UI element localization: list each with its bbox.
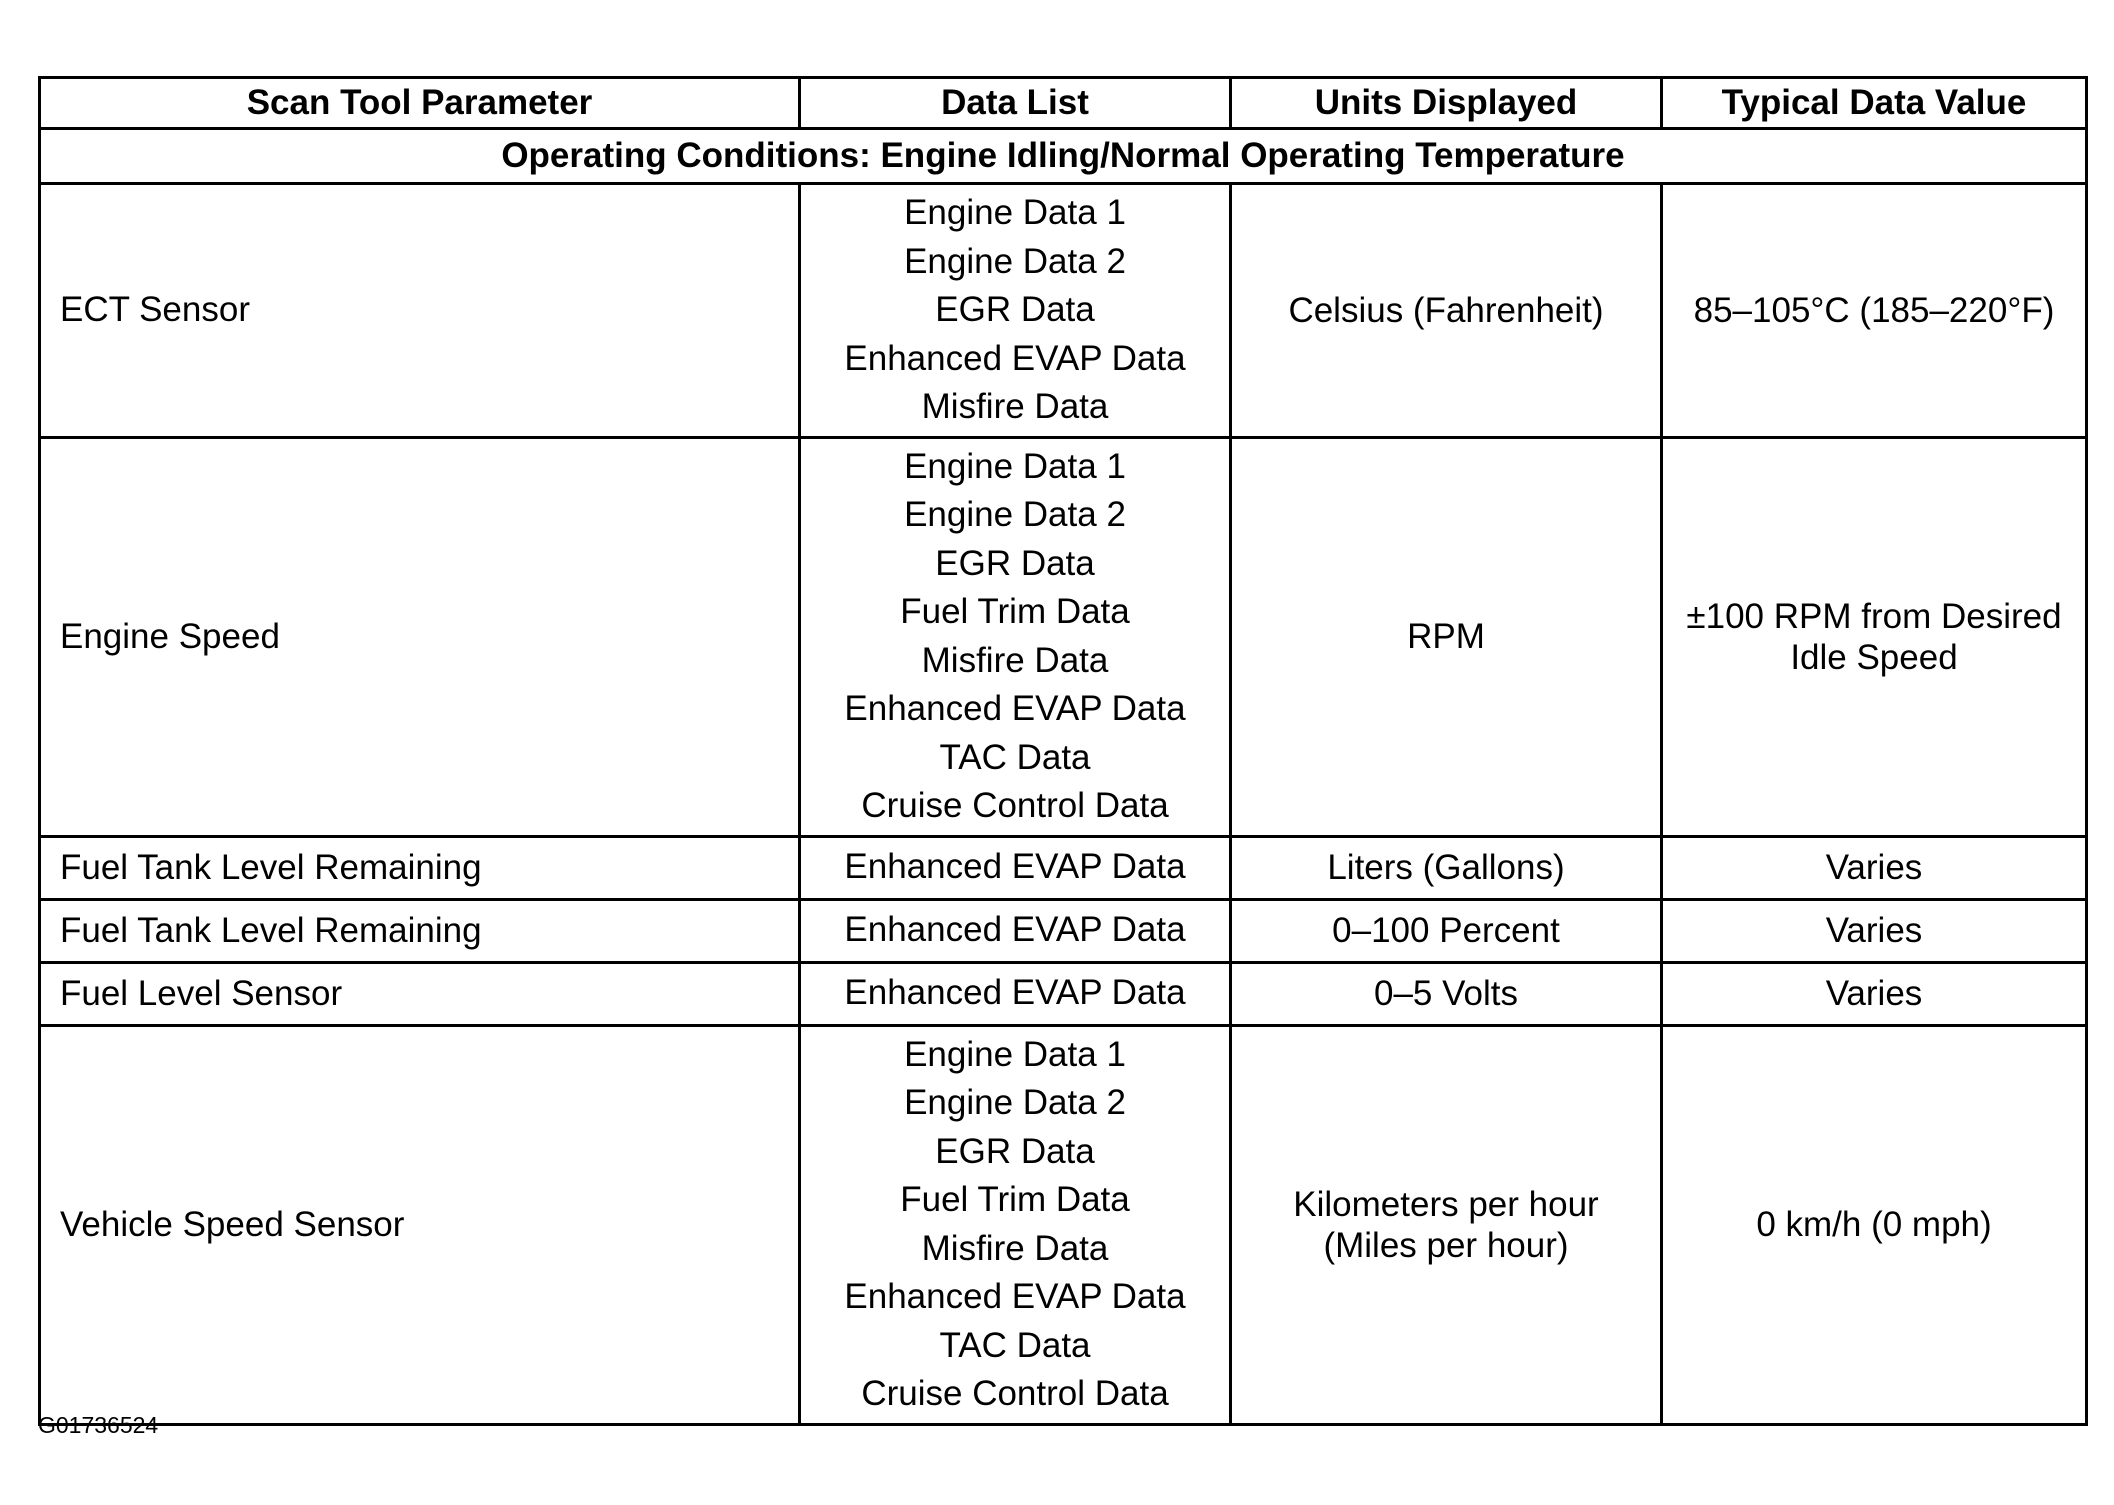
data-list-cell: [800, 899, 1231, 962]
typical-value-text: Varies: [1825, 848, 1923, 887]
data-list-cell: [800, 962, 1231, 1025]
data-list-cell: [800, 184, 1231, 438]
data-list-item: Misfire Data: [921, 387, 1109, 426]
figure-id: G01736524: [38, 1412, 159, 1438]
data-list-item: Enhanced EVAP Data: [844, 689, 1186, 728]
scan-tool-parameter-cell: Vehicle Speed Sensor: [40, 1025, 800, 1424]
typical-data-value-cell: [1662, 836, 2087, 899]
typical-data-value-cell: [1662, 437, 2087, 836]
scan-tool-parameter-cell: Engine Speed: [40, 437, 800, 836]
units-text: Liters (Gallons): [1327, 848, 1565, 887]
data-list-item: Engine Data 2: [904, 241, 1126, 281]
data-list-item: Enhanced EVAP Data: [844, 973, 1186, 1013]
typical-value-text: Varies: [1825, 974, 1923, 1013]
units-displayed-cell: [1231, 184, 1662, 438]
table-row: [40, 836, 2087, 899]
table-row: [40, 1025, 2087, 1424]
header-units-displayed: Units Displayed: [1231, 78, 1662, 129]
units-displayed-cell: [1231, 899, 1662, 962]
data-list-item: Engine Data 2: [904, 1083, 1126, 1122]
units-text: RPM: [1407, 617, 1485, 656]
scan-tool-parameter-cell: Fuel Tank Level Remaining: [40, 836, 800, 899]
table-body: [40, 129, 2087, 1425]
units-text: Celsius (Fahrenheit): [1288, 290, 1604, 330]
typical-value-text: 85–105°C (185–220°F): [1693, 290, 2055, 330]
data-list-item: Cruise Control Data: [861, 1374, 1169, 1413]
table-row: [40, 437, 2087, 836]
operating-conditions-heading: Operating Conditions: Engine Idling/Normal Operating Temperature: [40, 129, 2087, 184]
units-displayed-cell: [1231, 962, 1662, 1025]
header-typical-data-value: Typical Data Value: [1662, 78, 2087, 129]
scan-tool-parameter-cell: Fuel Tank Level Remaining: [40, 899, 800, 962]
data-list-item: Engine Data 1: [904, 1034, 1126, 1074]
header-row: [40, 78, 2087, 129]
units-text: (Miles per hour): [1323, 1225, 1569, 1265]
typical-data-value-cell: [1662, 962, 2087, 1025]
data-list-item: Enhanced EVAP Data: [844, 338, 1186, 378]
data-list-item: EGR Data: [935, 543, 1095, 583]
data-list-item: Engine Data 1: [904, 193, 1126, 232]
data-list-item: EGR Data: [935, 290, 1095, 329]
data-list-item: Misfire Data: [921, 640, 1109, 680]
data-list-item: Fuel Trim Data: [900, 1180, 1130, 1219]
data-list-cell: [800, 836, 1231, 899]
typical-value-text: ±100 RPM from Desired: [1686, 596, 2062, 636]
table-row: [40, 962, 2087, 1025]
table-row: [40, 184, 2087, 438]
data-list-item: Engine Data 1: [904, 446, 1126, 486]
scan-tool-parameter-cell: Fuel Level Sensor: [40, 962, 800, 1025]
data-list-cell: [800, 437, 1231, 836]
table-row: [40, 899, 2087, 962]
typical-data-value-cell: [1662, 184, 2087, 438]
units-text: Kilometers per hour: [1293, 1184, 1599, 1224]
data-list-item: EGR Data: [935, 1131, 1095, 1171]
data-list-item: Misfire Data: [921, 1228, 1109, 1268]
header-scan-tool-parameter: Scan Tool Parameter: [40, 78, 800, 129]
data-list-item: Enhanced EVAP Data: [844, 847, 1186, 887]
units-text: 0–100 Percent: [1332, 911, 1560, 950]
section-row: [40, 129, 2087, 184]
data-list-item: Enhanced EVAP Data: [844, 910, 1186, 950]
data-list-item: Enhanced EVAP Data: [844, 1277, 1186, 1316]
scan-tool-parameter-cell: ECT Sensor: [40, 184, 800, 438]
units-text: 0–5 Volts: [1374, 974, 1518, 1013]
data-list-item: Cruise Control Data: [861, 786, 1169, 825]
typical-value-text: Varies: [1825, 911, 1923, 950]
data-list-item: Fuel Trim Data: [900, 592, 1130, 631]
units-displayed-cell: [1231, 437, 1662, 836]
scan-tool-data-table: [38, 76, 2088, 1426]
units-displayed-cell: [1231, 836, 1662, 899]
typical-data-value-cell: [1662, 1025, 2087, 1424]
typical-data-value-cell: [1662, 899, 2087, 962]
data-list-item: Engine Data 2: [904, 495, 1126, 534]
units-displayed-cell: [1231, 1025, 1662, 1424]
data-list-item: TAC Data: [939, 737, 1091, 777]
typical-value-text: 0 km/h (0 mph): [1756, 1205, 1992, 1244]
data-list-item: TAC Data: [939, 1325, 1091, 1365]
data-list-cell: [800, 1025, 1231, 1424]
header-data-list: Data List: [800, 78, 1231, 129]
typical-value-text: Idle Speed: [1790, 637, 1958, 677]
